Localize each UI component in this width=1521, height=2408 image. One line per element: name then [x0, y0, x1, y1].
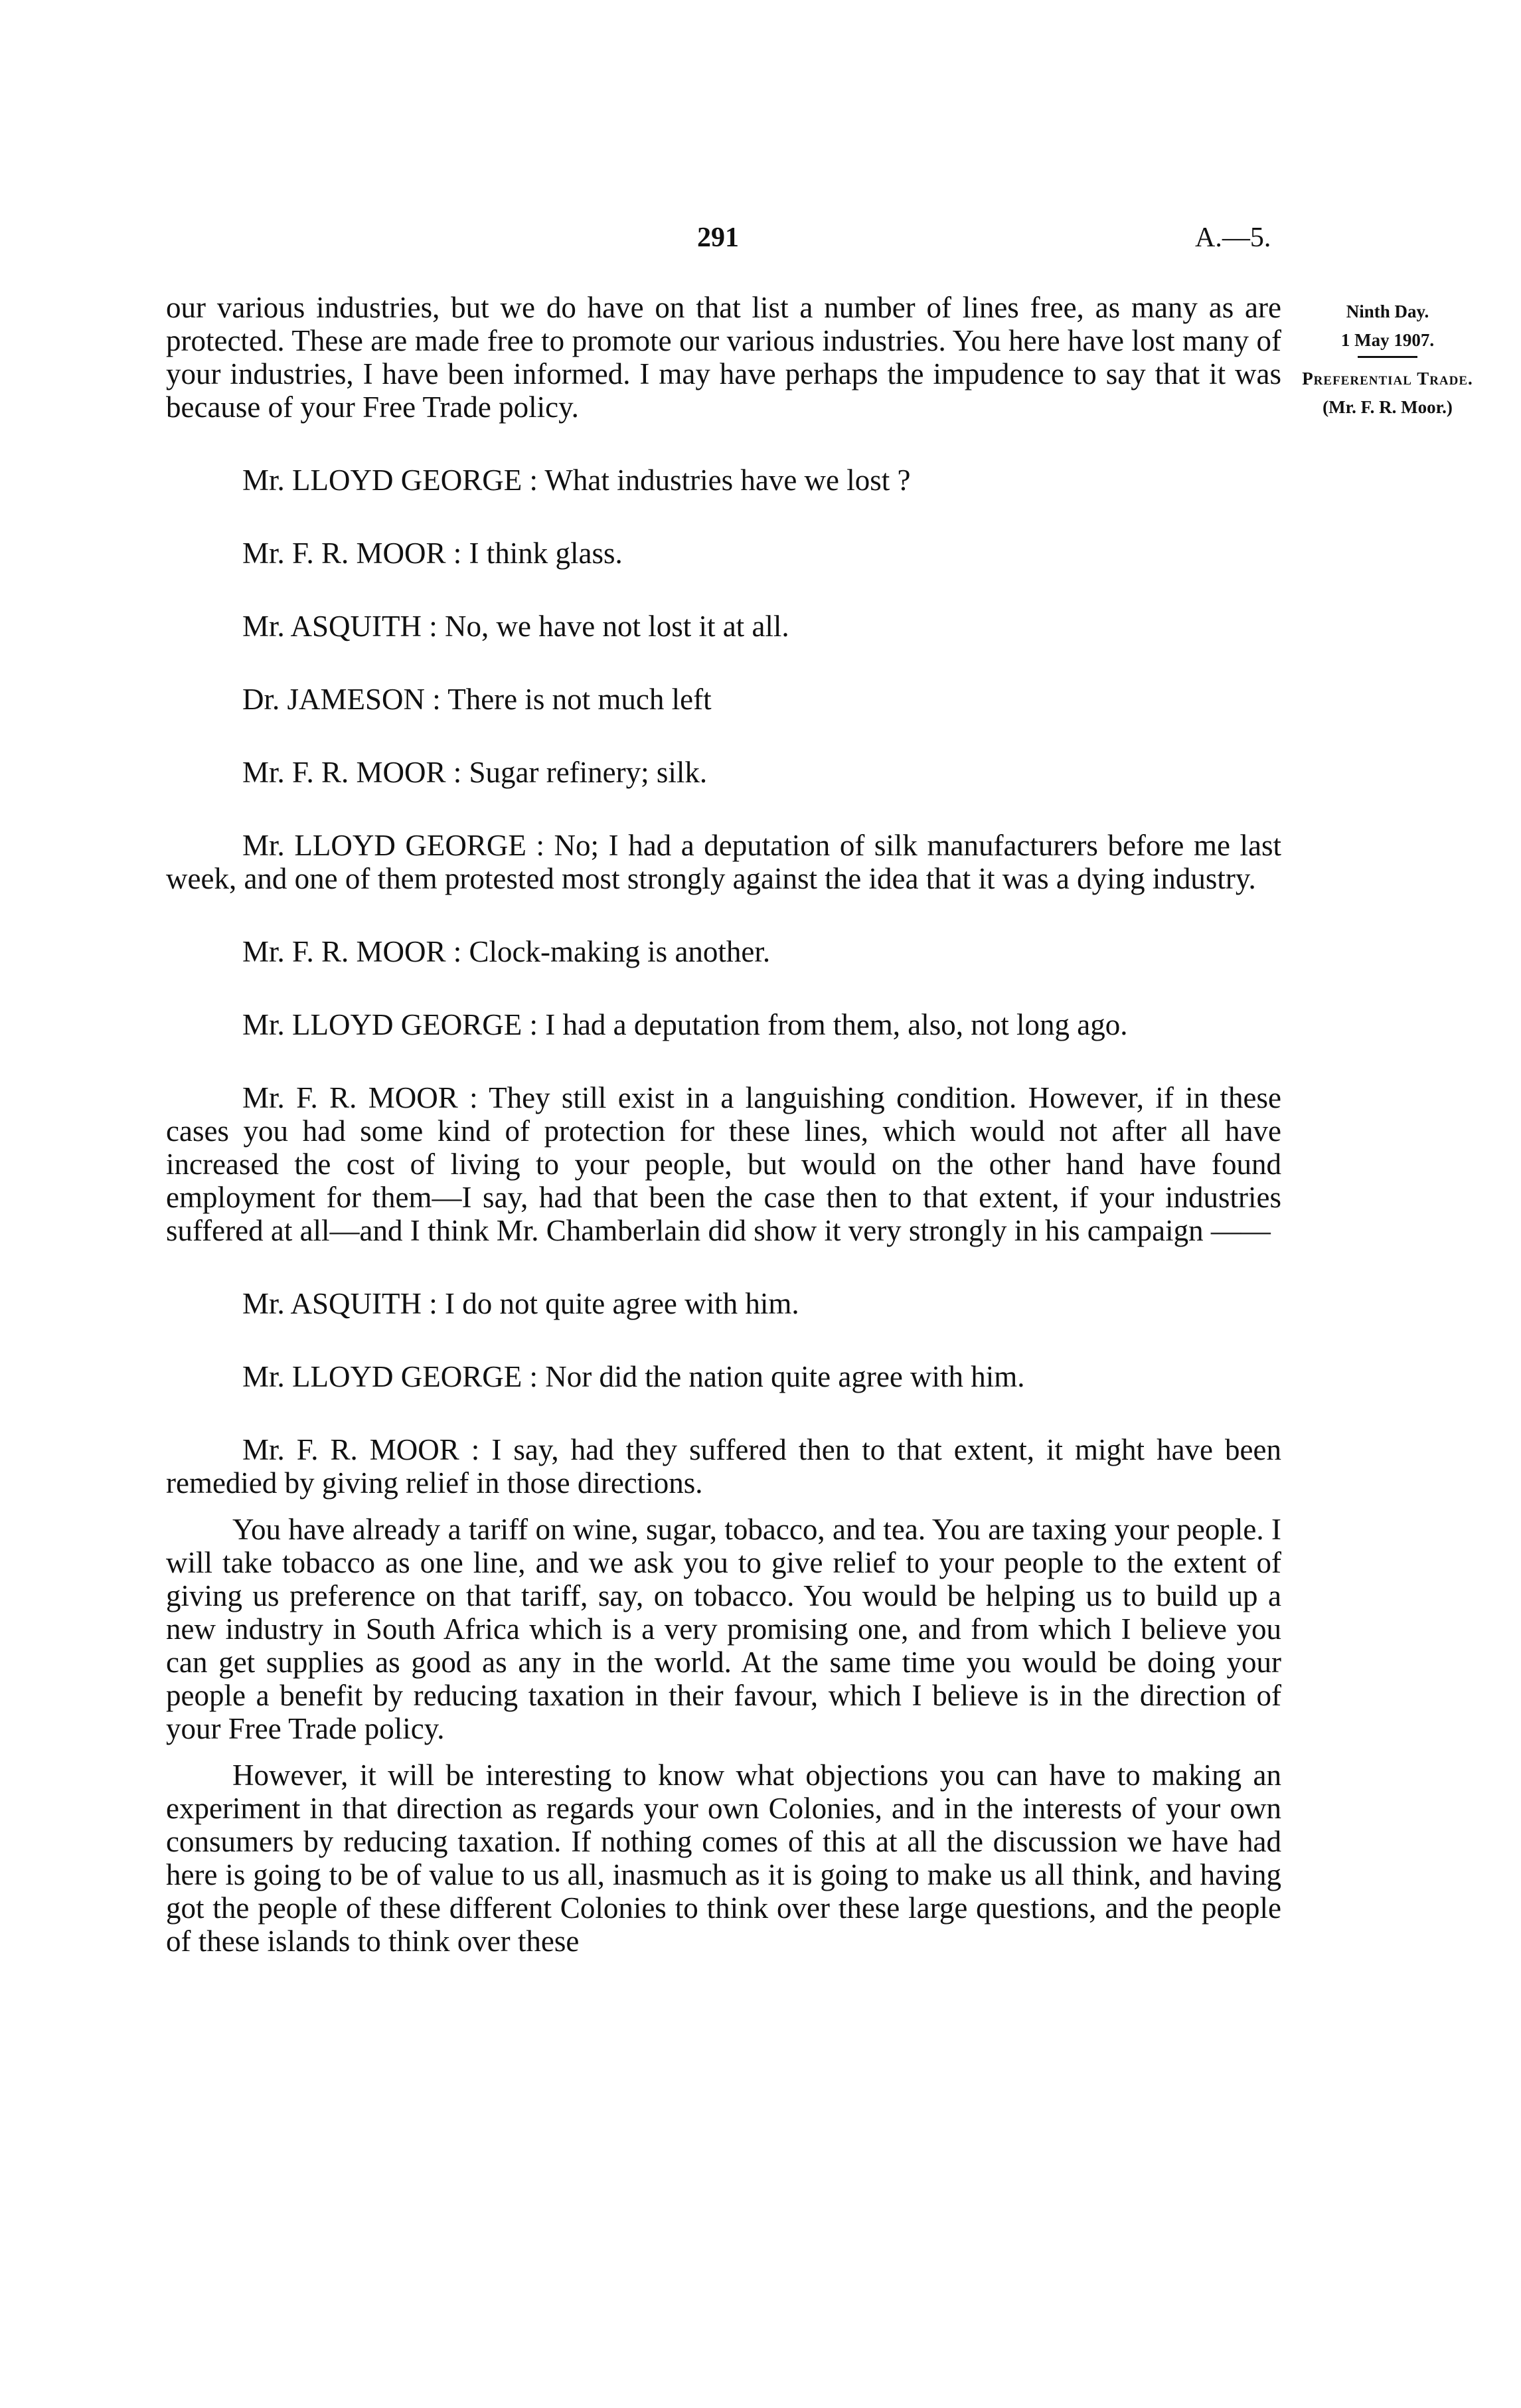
speech-lloyd-george: Mr. LLOYD GEORGE : What industries have we lost ? — [242, 464, 911, 497]
margin-speaker: (Mr. F. R. Moor.) — [1322, 397, 1453, 417]
speech-asquith: Mr. ASQUITH : No, we have not lost it at all. — [242, 610, 789, 643]
margin-date: 1 May 1907. — [1340, 330, 1435, 350]
document-reference: A.—5. — [1195, 222, 1271, 253]
margin-notes — [1288, 298, 1487, 422]
speech-lloyd-george: Mr. LLOYD GEORGE : No; I had a deputation of silk manufacturers before me last week, and one of them protested most strongly against the idea that it was a dying industry. — [166, 829, 1281, 895]
speech-moor: Mr. F. R. MOOR : Sugar refinery; silk. — [242, 756, 708, 789]
speech-lloyd-george: Mr. LLOYD GEORGE : Nor did the nation quite agree with him. — [242, 1360, 1025, 1393]
speech-jameson: Dr. JAMESON : There is not much left — [242, 683, 712, 716]
paragraph-moor-continued: However, it will be interesting to know what objections you can have to making an experiment in that direction as regards your own Colonies, and in the interests of your own consumers by reducing taxation. If nothing comes of this at all the discussion we have had here is going to be of value to us all, inasmuch as it is going to make us all think, and having got the people of these different Colonies to think over these large questions, and the people of these islands to think over these — [166, 1759, 1281, 1958]
paragraph-moor-continued: You have already a tariff on wine, sugar, tobacco, and tea. You are taxing your people. I will take tobacco as one line, and we ask you to give relief to your people to the extent of giving us preference on that tariff, say, on tobacco. You would be helping us to build up a new industry in South Africa which is a very promising one, and from which I believe you can get supplies as good as any in the world. At the same time you would be doing your people a benefit by reducing taxation in their favour, which I believe is in the direction of your Free Trade policy. — [166, 1513, 1281, 1745]
speech-moor: Mr. F. R. MOOR : They still exist in a languishing condition. However, if in these cases you had some kind of protection for these lines, which would not after all have increased the cost of living to your people, but would on the other hand have found employment for them—I say, had that been the case then to that extent, if your industries suffered at all—and I think Mr. Chamberlain did show it very strongly in his campaign —— — [166, 1081, 1281, 1247]
paragraph-continuation: our various industries, but we do have on that list a number of lines free, as many as are protected. These are made free to promote our various industries. You here have lost many of your industries, I have been informed. I may have perhaps the impudence to say that it was because of your Free Trade policy. — [166, 291, 1281, 424]
page-number: 291 — [697, 222, 739, 253]
speech-asquith: Mr. ASQUITH : I do not quite agree with him. — [242, 1287, 799, 1320]
speech-moor: Mr. F. R. MOOR : Clock-making is another. — [242, 935, 771, 968]
margin-topic: Preferential Trade. — [1302, 369, 1473, 388]
speech-moor: Mr. F. R. MOOR : I think glass. — [242, 537, 623, 570]
speech-moor: Mr. F. R. MOOR : I say, had they suffered then to that extent, it might have been remedied by giving relief in those directions. — [166, 1433, 1281, 1500]
speech-lloyd-george: Mr. LLOYD GEORGE : I had a deputation from them, also, not long ago. — [242, 1008, 1128, 1041]
margin-divider — [1358, 356, 1417, 358]
page-body — [166, 291, 1281, 1958]
margin-day: Ninth Day. — [1346, 301, 1429, 321]
page-header — [0, 222, 1521, 262]
